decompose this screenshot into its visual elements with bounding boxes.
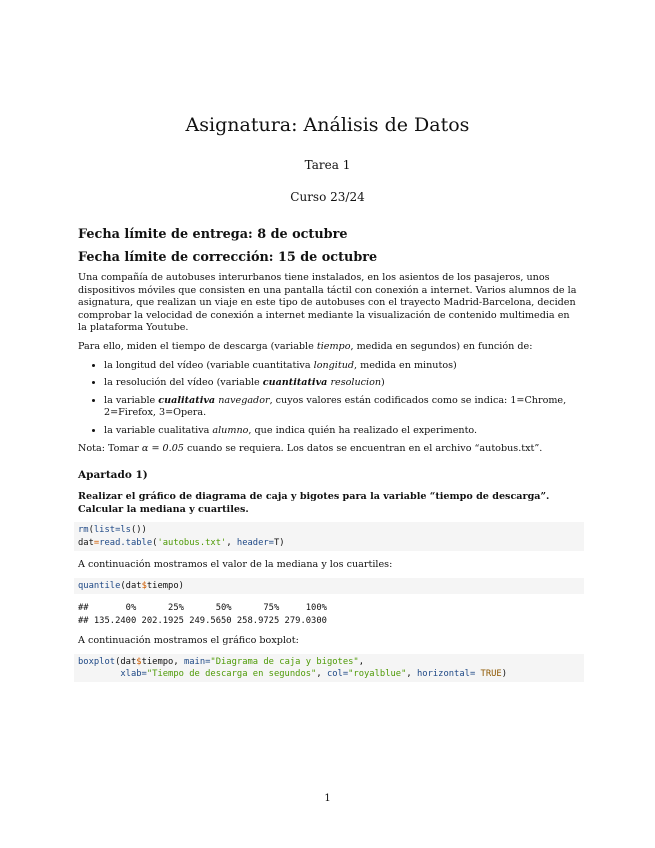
correction-deadline: Fecha límite de corrección: 15 de octubre bbox=[78, 250, 378, 265]
list-item: • la variable cualitativa navegador, cuyos valores están codificados como se indica: 1=Chrome, 2=Firefox, 3=Opera. bbox=[104, 395, 580, 420]
code-block-boxplot: boxplot(dat$tiempo, main="Diagrama de caja y bigotes", xlab="Tiempo de descarga en segundos", col="royalblue", horizontal= TRUE) bbox=[74, 654, 584, 683]
variables-list bbox=[78, 360, 580, 438]
code-block-quantile: quantile(dat$tiempo) bbox=[74, 578, 584, 594]
task-subtitle: Tarea 1 bbox=[304, 158, 351, 172]
intro-lead: Para ello, miden el tiempo de descarga (variable tiempo, medida en segundos) en función de: bbox=[78, 340, 533, 352]
page-number: 1 bbox=[324, 793, 331, 804]
code-block-load: rm(list=ls()) dat=read.table('autobus.txt', header=T) bbox=[74, 522, 584, 551]
course-subtitle: Curso 23/24 bbox=[290, 190, 365, 204]
list-item: • la resolución del vídeo (variable cuantitativa resolucion) bbox=[104, 377, 580, 390]
delivery-deadline: Fecha límite de entrega: 8 de octubre bbox=[78, 227, 348, 242]
list-item: • la variable cualitativa alumno, que indica quién ha realizado el experimento. bbox=[104, 425, 580, 438]
note-paragraph: Nota: Tomar α = 0.05 cuando se requiera. Los datos se encuentran en el archivo “autobus.txt”. bbox=[78, 442, 543, 454]
section-heading: Apartado 1) bbox=[78, 469, 148, 482]
list-item: • la longitud del vídeo (variable cuantitativa longitud, medida en minutos) bbox=[104, 360, 580, 373]
quartiles-text: A continuación mostramos el valor de la mediana y los cuartiles: bbox=[78, 559, 393, 571]
quantile-output bbox=[78, 602, 580, 627]
document-body bbox=[78, 226, 580, 690]
section-task: Realizar el gráfico de diagrama de caja y bigotes para la variable “tiempo de descarga”. Calcular la mediana y cuartiles. bbox=[78, 491, 550, 515]
boxplot-text: A continuación mostramos el gráfico boxplot: bbox=[78, 634, 299, 646]
intro-paragraph: Una compañía de autobuses interurbanos tiene instalados, en los asientos de los pasajeros, unos dispositivos móviles que consisten en una pantalla táctil con conexión a internet. Varios alumnos de la asignatura, que realizan un viaje en este tipo de autobuses con el trayecto Madrid-Barcelona, deciden comprobar la velocidad de conexión a internet mediante la visualización de contenido multimedia en la plataforma Youtube. bbox=[78, 272, 577, 334]
output-header-line: ## 0% 25% 50% 75% 100% bbox=[78, 603, 327, 614]
output-values-line: ## 135.2400 202.1925 249.5650 258.9725 279.0300 bbox=[78, 615, 327, 626]
document-title: Asignatura: Análisis de Datos bbox=[185, 114, 470, 136]
